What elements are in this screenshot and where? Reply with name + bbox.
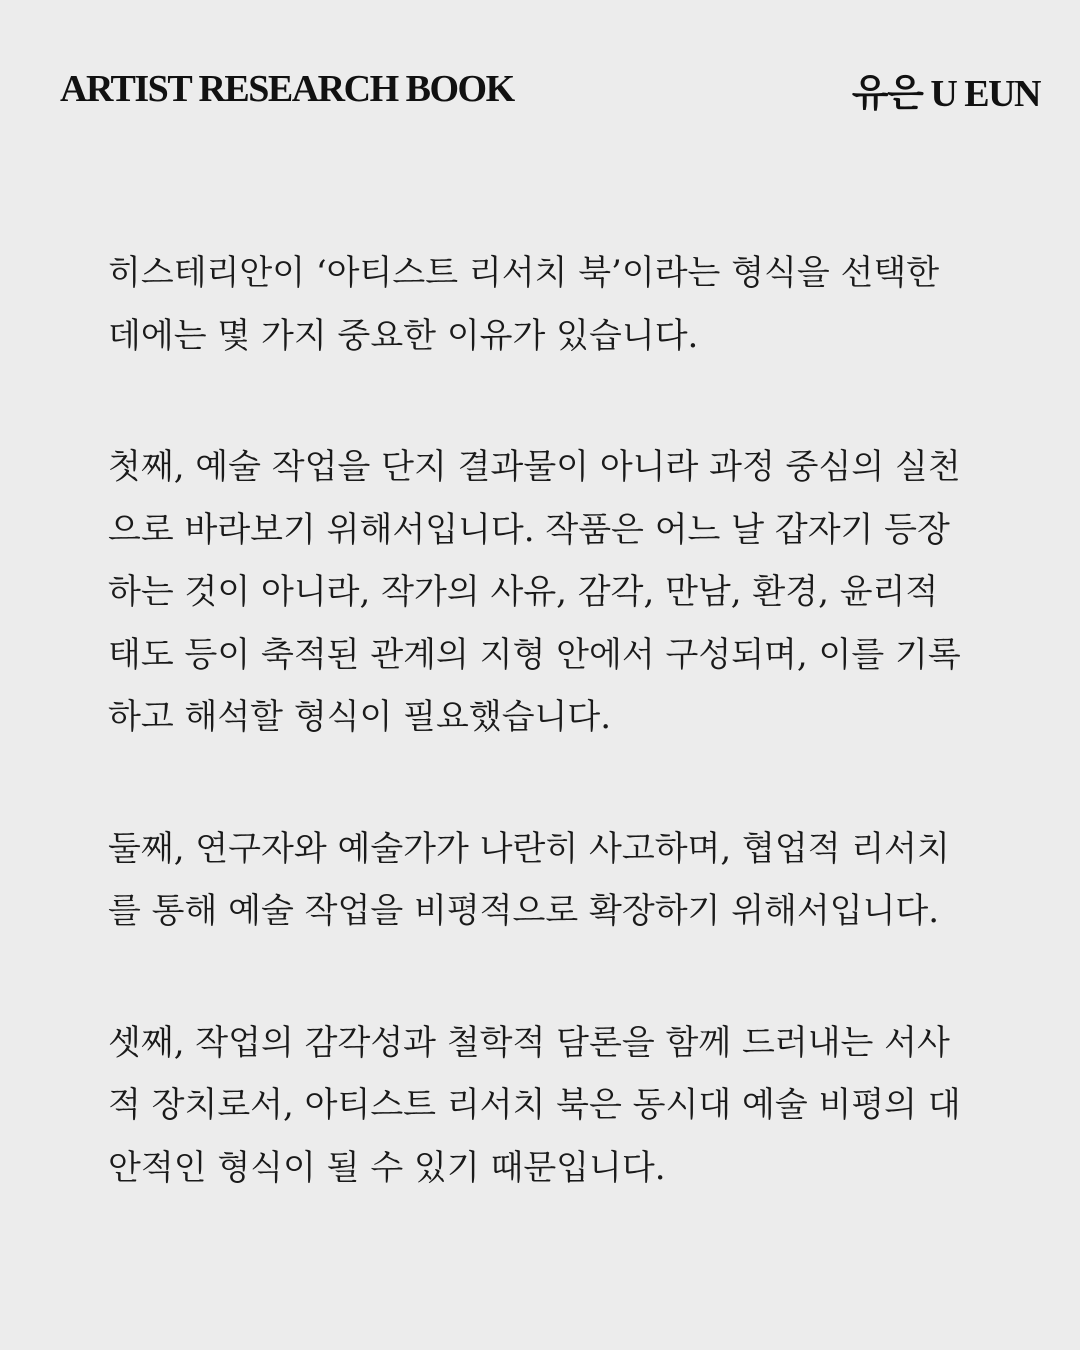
book-title: ARTIST RESEARCH BOOK (60, 68, 514, 110)
text-line: 첫째, 예술 작업을 단지 결과물이 아니라 과정 중심의 실천 (108, 447, 961, 487)
paragraph-second-reason (108, 818, 988, 943)
text-line: 데에는 몇 가지 중요한 이유가 있습니다. (108, 315, 699, 356)
author-name: 유은 U EUN (851, 72, 1040, 115)
paragraph-intro (108, 242, 988, 367)
text-line: 둘째, 연구자와 예술가가 나란히 사고하며, 협업적 리서치 (108, 828, 950, 869)
text-line: 셋째, 작업의 감각성과 철학적 담론을 함께 드러내는 서사 (108, 1022, 950, 1063)
text-line: 적 장치로서, 아티스트 리서치 북은 동시대 예술 비평의 대 (108, 1085, 961, 1125)
page-header (60, 64, 1040, 114)
text-line: 으로 바라보기 위해서입니다. 작품은 어느 날 갑자기 등장 (108, 509, 950, 550)
text-line: 하는 것이 아니라, 작가의 사유, 감각, 만남, 환경, 윤리적 (108, 572, 939, 612)
text-line: 안적인 형식이 될 수 있기 때문입니다. (108, 1147, 666, 1188)
text-line: 히스테리안이 ‘아티스트 리서치 북’이라는 형식을 선택한 (108, 253, 940, 293)
text-line: 를 통해 예술 작업을 비평적으로 확장하기 위해서입니다. (108, 891, 940, 931)
paragraph-first-reason (108, 436, 988, 749)
text-line: 하고 해석할 형식이 필요했습니다. (108, 697, 612, 737)
paragraph-third-reason (108, 1012, 988, 1200)
text-line: 태도 등이 축적된 관계의 지형 안에서 구성되며, 이를 기록 (108, 634, 961, 675)
body-text (108, 242, 988, 1268)
